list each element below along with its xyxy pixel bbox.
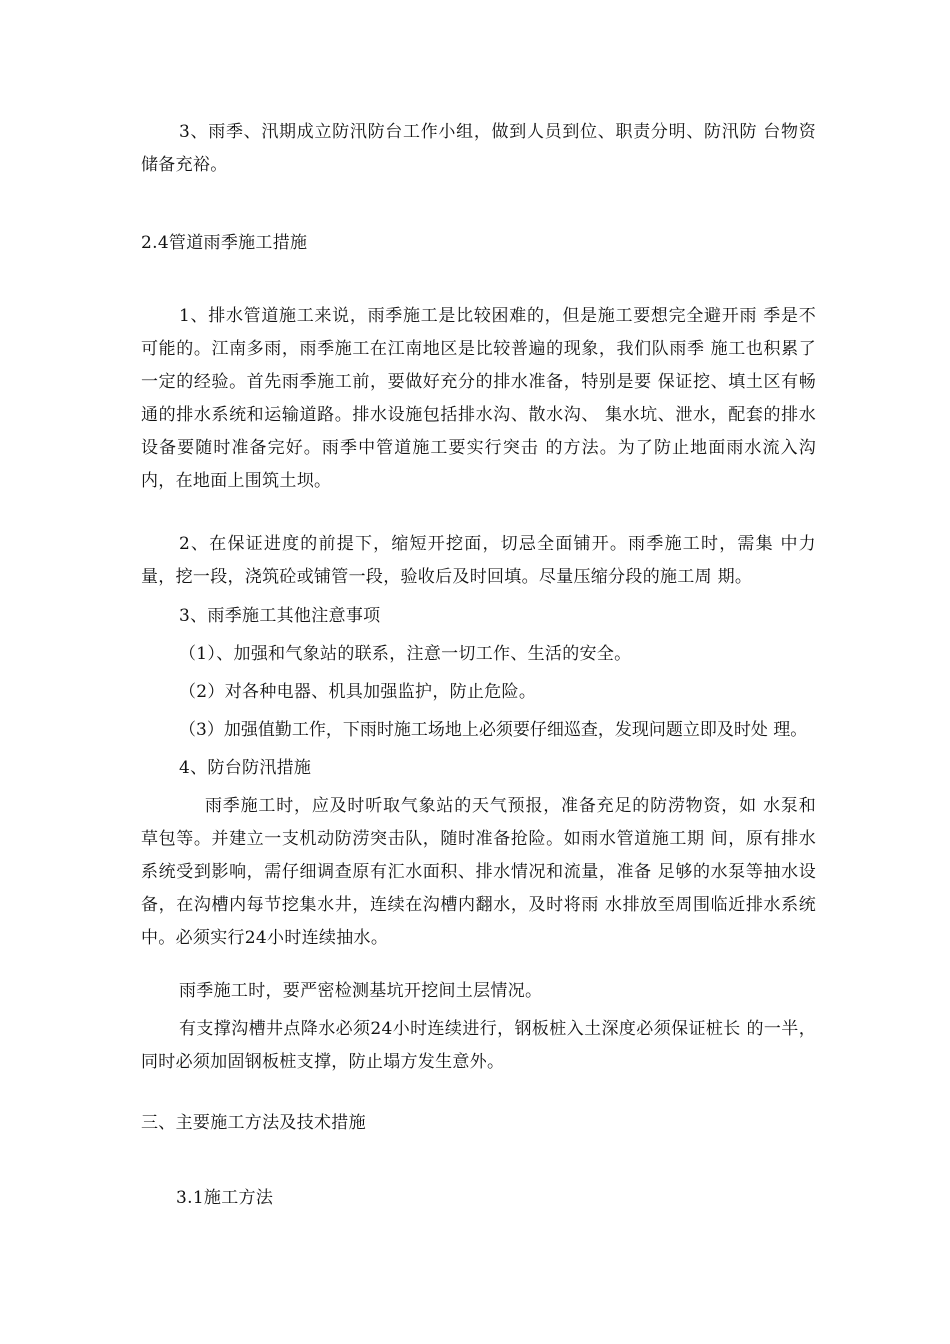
- chapter-heading-3: 三、主要施工方法及技术措施: [141, 1113, 366, 1133]
- sub-item-duty-patrol: （3）加强值勤工作，下雨时施工场地上必须要仔细巡查，发现问题立即及时处 理。: [179, 720, 808, 740]
- sub-item-equipment-monitoring: （2）对各种电器、机具加强监护，防止危险。: [179, 682, 537, 702]
- section-heading-2-4: 2.4管道雨季施工措施: [141, 233, 308, 253]
- section-heading-3-1: 3.1施工方法: [176, 1188, 274, 1208]
- sub-item-weather-station: （1）、加强和气象站的联系，注意一切工作、生活的安全。: [179, 644, 632, 664]
- paragraph-flood-prevention: 雨季施工时，应及时听取气象站的天气预报，准备充足的防涝物资，如 水泵和草包等。并建立一支机动防涝突击队，随时准备抢险。如雨水管道施工期 间，原有排水系统受到影响，需仔细调查原有汇水面积、排水情况和流量，准备 足够的水泵等抽水设备，在沟槽内每节挖集水井，连续在沟槽内翻水，及时将雨 水排放至周围临近排水系统中。必须实行24小时连续抽水。: [141, 796, 816, 948]
- paragraph-rain-season-team: 3、雨季、汛期成立防汛防台工作小组，做到人员到位、职责分明、防汛防 台物资储备充裕。: [141, 122, 816, 175]
- paragraph-shorten-excavation: 2、在保证进度的前提下，缩短开挖面，切忌全面铺开。雨季施工时，需集 中力量，挖一段，浇筑砼或铺管一段，验收后及时回填。尽量压缩分段的施工周 期。: [141, 534, 816, 587]
- item-typhoon-flood-measures: 4、防台防汛措施: [179, 758, 312, 778]
- item-other-precautions: 3、雨季施工其他注意事项: [179, 606, 381, 626]
- paragraph-foundation-pit-monitoring: 雨季施工时，要严密检测基坑开挖间土层情况。: [179, 981, 543, 1001]
- paragraph-drainage-pipe-construction: 1、排水管道施工来说，雨季施工是比较困难的，但是施工要想完全避开雨 季是不可能的。江南多雨，雨季施工在江南地区是比较普遍的现象，我们队雨季 施工也积累了一定的经验。首先雨季施工前，要做好充分的排水准备，特别是要 保证挖、填土区有畅通的排水系统和运输道路。排水设施包括排水沟、散水沟、 集水坑、泄水，配套的排水设备要随时准备完好。雨季中管道施工要实行突击 的方法。为了防止地面雨水流入沟内，在地面上围筑土坝。: [141, 306, 816, 491]
- paragraph-sheet-pile-support: 有支撑沟槽井点降水必须24小时连续进行，钢板桩入土深度必须保证桩长 的一半，同时必须加固钢板桩支撑，防止塌方发生意外。: [141, 1019, 816, 1072]
